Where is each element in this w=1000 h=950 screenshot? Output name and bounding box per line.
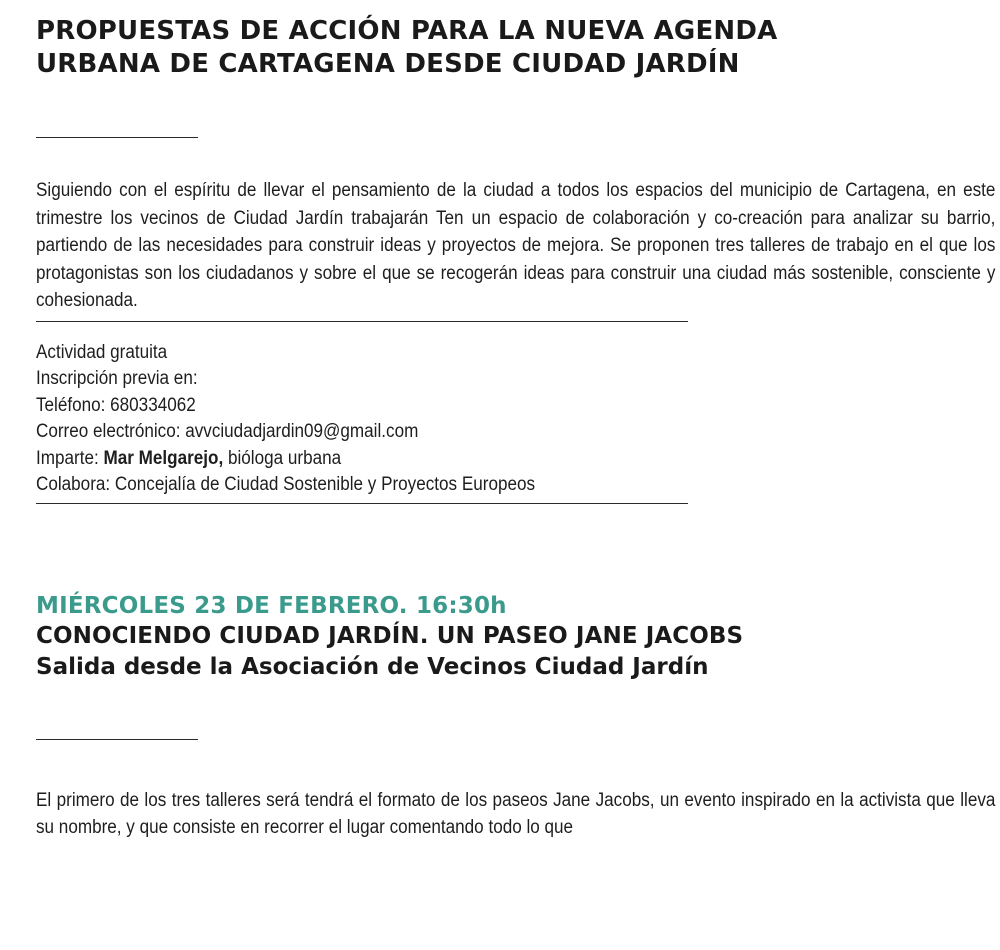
event-location: Salida desde la Asociación de Vecinos Ciudad Jardín bbox=[36, 653, 709, 680]
collaborator-line: Colabora: Concejalía de Ciudad Sostenible y Proyectos Europeos bbox=[36, 474, 536, 495]
long-divider bbox=[36, 321, 688, 322]
registration-note: Inscripción previa en: bbox=[36, 368, 198, 389]
intro-paragraph: Siguiendo con el espíritu de llevar el pensamiento de la ciudad a todos los espacios del municipio de Cartagena, en este trimestre los vecinos de Ciudad Jardín trabajarán Ten un espacio de colaboración y co-creación para analizar su barrio, partiendo de las necesidades para construir ideas y proyectos de mejora. Se proponen tres talleres de trabajo en el que los protagonistas son los ciudadanos y sobre el que se recogerán ideas para construir una ciudad más sostenible, consciente y cohesionada. bbox=[36, 180, 996, 311]
event-title: CONOCIENDO CIUDAD JARDÍN. UN PASEO JANE JACOBS bbox=[36, 622, 744, 649]
event-date: MIÉRCOLES 23 DE FEBRERO. 16:30h bbox=[36, 592, 507, 619]
long-divider bbox=[36, 503, 688, 504]
document-page bbox=[36, 0, 996, 842]
short-divider bbox=[36, 137, 198, 138]
short-divider bbox=[36, 739, 198, 740]
phone-number: Teléfono: 680334062 bbox=[36, 394, 196, 416]
speaker-name: Mar Melgarejo, bbox=[103, 447, 224, 469]
speaker-role: bióloga urbana bbox=[223, 447, 342, 469]
speaker-line bbox=[36, 446, 756, 473]
section-title bbox=[36, 0, 996, 81]
contact-email: Correo electrónico: avvciudadjardin09@gmail.com bbox=[36, 421, 419, 442]
event-description: El primero de los tres talleres será tendrá el formato de los paseos Jane Jacobs, un evento inspirado en la activista que lleva su nombre, y que consiste en recorrer el lugar comentando todo lo que bbox=[36, 789, 996, 838]
activity-cost: Actividad gratuita bbox=[36, 341, 168, 363]
section-title-line-1: PROPUESTAS DE ACCIÓN PARA LA NUEVA AGENDA bbox=[36, 16, 778, 46]
activity-info-list bbox=[36, 340, 756, 499]
speaker-prefix: Imparte: bbox=[36, 447, 104, 469]
section-title-line-2: URBANA DE CARTAGENA DESDE CIUDAD JARDÍN bbox=[36, 49, 740, 79]
